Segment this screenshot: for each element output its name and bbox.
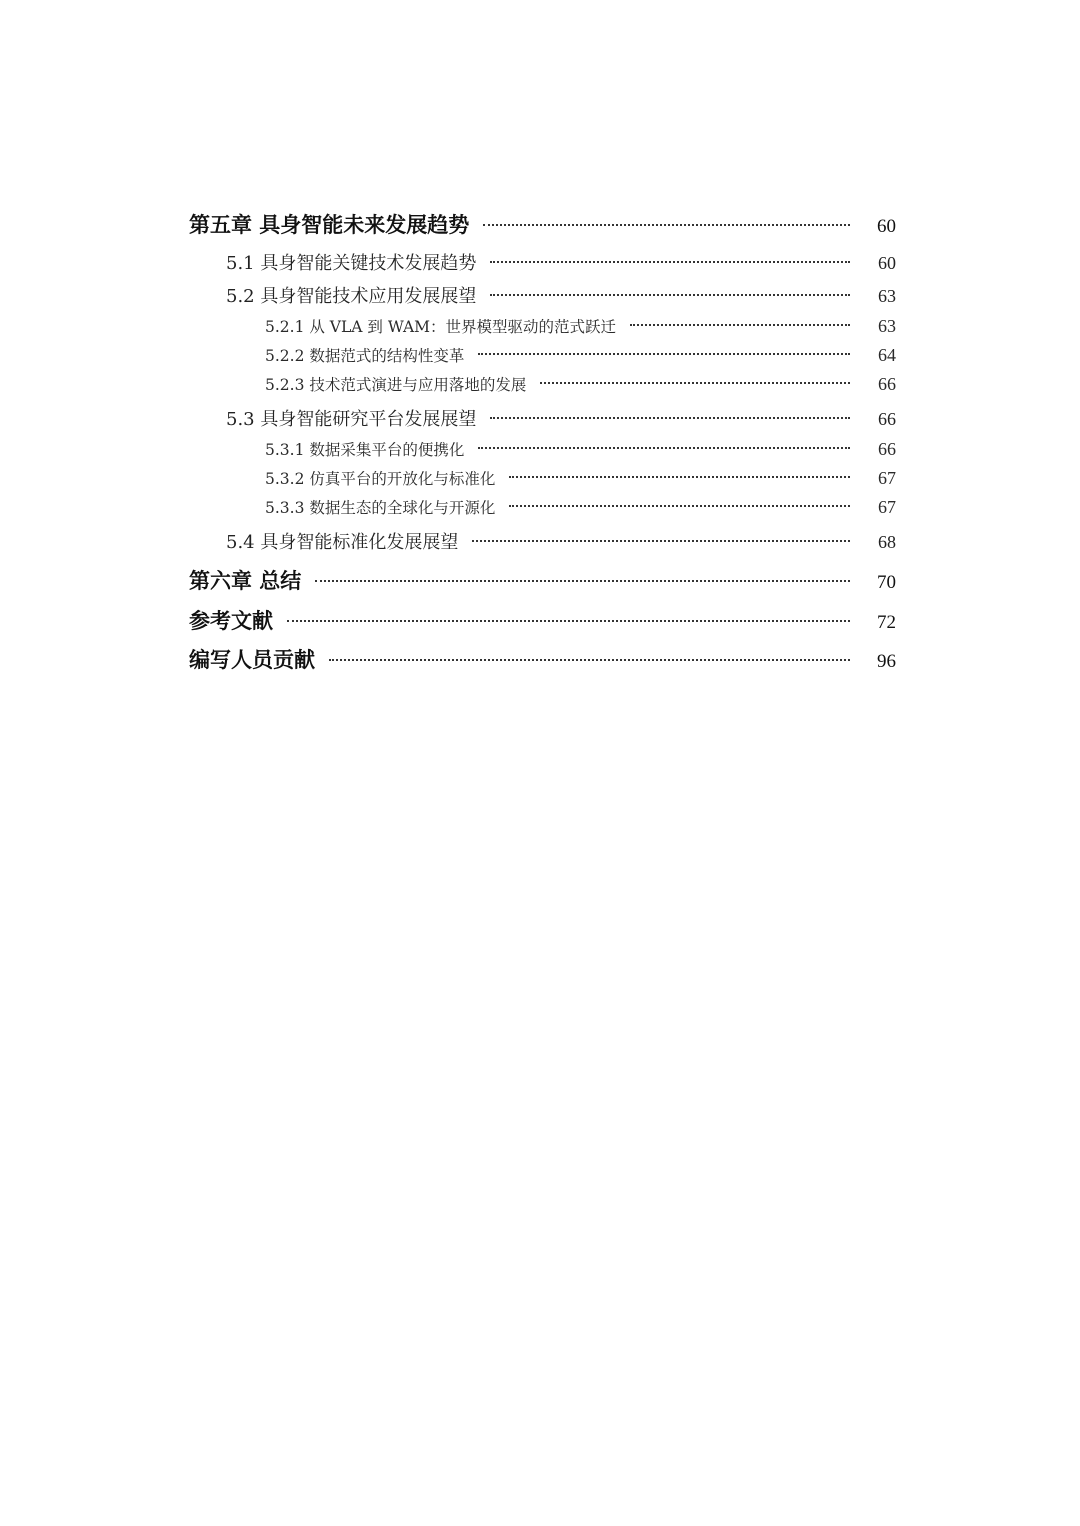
toc-entry-title: 第五章 具身智能未来发展趋势: [189, 213, 470, 237]
dot-leader: [472, 539, 850, 542]
dot-leader: [315, 579, 850, 582]
toc-entry-page: 96: [877, 651, 896, 672]
toc-entry-page: 67: [878, 497, 896, 517]
toc-entry-page: 66: [878, 409, 896, 429]
toc-entry-page: 70: [877, 572, 896, 593]
dot-leader: [483, 223, 850, 226]
toc-entry-page: 66: [878, 439, 896, 459]
dot-leader: [490, 260, 850, 263]
toc-entry-page: 60: [878, 253, 896, 273]
toc-subsection-5-3-1: [265, 438, 896, 460]
toc-entry-title: 5.2.1 从 VLA 到 WAM：世界模型驱动的范式跃迁: [265, 318, 617, 336]
toc-entry-title: 5.3.3 数据生态的全球化与开源化: [265, 499, 496, 517]
dot-leader: [478, 446, 850, 449]
toc-entry-title: 5.1 具身智能关键技术发展趋势: [226, 253, 477, 274]
toc-entry-page: 63: [878, 316, 896, 336]
toc-entry-title: 5.3 具身智能研究平台发展展望: [226, 409, 477, 430]
toc-entry-page: 67: [878, 468, 896, 488]
toc-entry-title: 5.2.2 数据范式的结构性变革: [265, 347, 465, 365]
dot-leader: [329, 658, 850, 661]
toc-entry-title: 5.3.1 数据采集平台的便携化: [265, 441, 465, 459]
dot-leader: [490, 293, 850, 296]
toc-entry-title: 第六章 总结: [189, 569, 302, 593]
toc-entry-title: 5.2.3 技术范式演进与应用落地的发展: [265, 376, 527, 394]
toc-entry-title: 参考文献: [189, 609, 273, 633]
toc-subsection-5-2-2: [265, 344, 896, 366]
toc-section-5-1: [226, 249, 896, 275]
toc-subsection-5-3-3: [265, 496, 896, 518]
dot-leader: [540, 381, 850, 384]
toc-chapter-6: [189, 565, 896, 595]
toc-references: [189, 605, 896, 635]
toc-contributors: [189, 644, 896, 674]
toc-entry-title: 5.3.2 仿真平台的开放化与标准化: [265, 470, 496, 488]
dot-leader: [478, 352, 850, 355]
toc-entry-title: 5.4 具身智能标准化发展展望: [226, 532, 459, 553]
toc-subsection-5-2-1: [265, 315, 896, 337]
toc-section-5-3: [226, 405, 896, 431]
dot-leader: [630, 323, 850, 326]
toc-chapter-5: [189, 209, 896, 239]
dot-leader: [509, 504, 850, 507]
dot-leader: [287, 619, 850, 622]
toc-section-5-4: [226, 528, 896, 554]
toc-section-5-2: [226, 282, 896, 308]
toc-entry-title: 编写人员贡献: [189, 648, 315, 672]
toc-entry-page: 72: [877, 612, 896, 633]
toc-entry-page: 60: [877, 216, 896, 237]
toc-entry-page: 64: [878, 345, 896, 365]
toc-subsection-5-2-3: [265, 373, 896, 395]
dot-leader: [490, 416, 850, 419]
toc-entry-page: 66: [878, 374, 896, 394]
dot-leader: [509, 475, 850, 478]
toc-entry-title: 5.2 具身智能技术应用发展展望: [226, 286, 477, 307]
toc-entry-page: 68: [878, 532, 896, 552]
toc-entry-page: 63: [878, 286, 896, 306]
toc-subsection-5-3-2: [265, 467, 896, 489]
